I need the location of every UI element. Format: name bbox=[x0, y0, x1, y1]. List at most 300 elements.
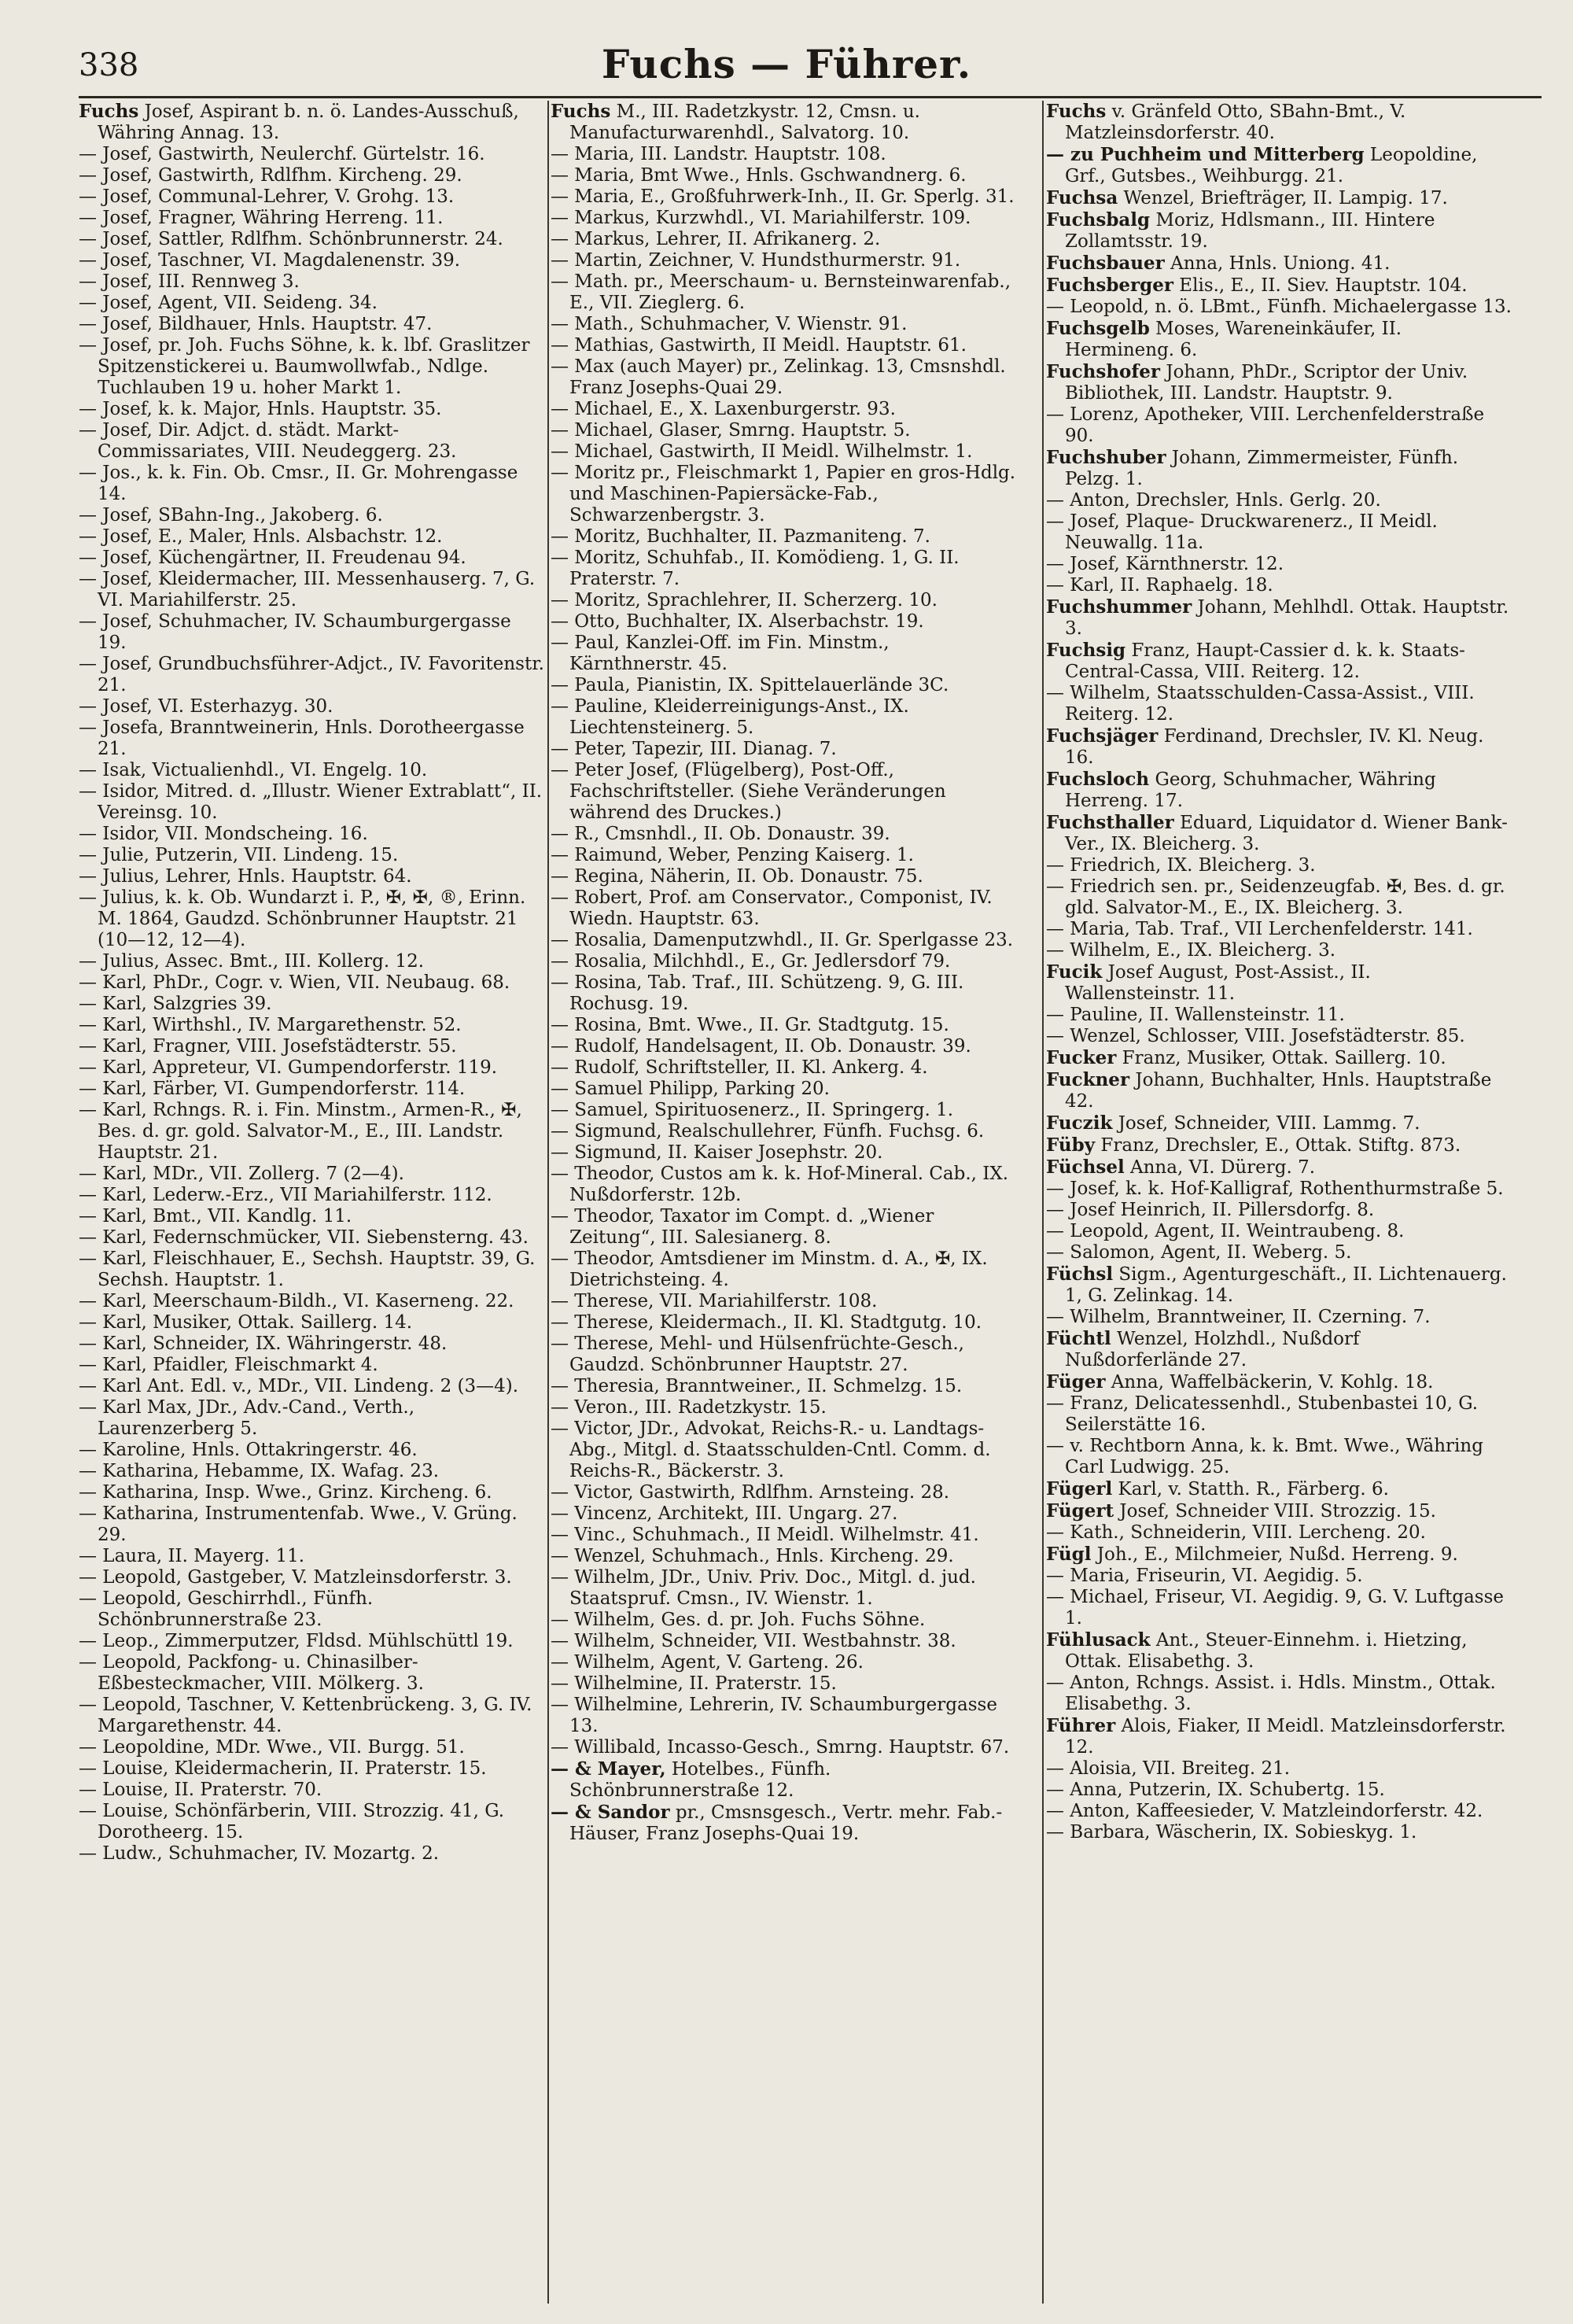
entry-text: — Regina, Näherin, II. Ob. Donaustr. 75. bbox=[551, 866, 923, 887]
directory-entry bbox=[1046, 1005, 1512, 1026]
directory-entry bbox=[1046, 1715, 1512, 1758]
entry-headword: Fuchs bbox=[551, 101, 611, 122]
column-1 bbox=[79, 101, 544, 2304]
entry-text: — Louise, Kleidermacherin, II. Praterstr. 15. bbox=[79, 1758, 487, 1779]
directory-entry bbox=[551, 760, 1016, 824]
directory-entry bbox=[1046, 404, 1512, 447]
entry-text: — Josef, VI. Esterhazyg. 30. bbox=[79, 696, 333, 717]
entry-text: — Vinc., Schuhmach., II Meidl. Wilhelmstr. 41. bbox=[551, 1525, 979, 1545]
entry-text: — Robert, Prof. am Conservator., Componist, IV. Wiedn. Hauptstr. 63. bbox=[551, 887, 993, 929]
entry-text: — Therese, Kleidermach., II. Kl. Stadtgutg. 10. bbox=[551, 1312, 982, 1333]
directory-entry bbox=[551, 824, 1016, 845]
entry-text: Johann, Buchhalter, Hnls. Hauptstraße 42. bbox=[1065, 1070, 1492, 1112]
entry-text: Leopoldine, Grf., Gutsbes., Weihburgg. 21. bbox=[1065, 145, 1478, 186]
entry-headword: Fügl bbox=[1046, 1544, 1092, 1565]
entry-headword: Füchsl bbox=[1046, 1263, 1114, 1285]
entry-text: — Julie, Putzerin, VII. Lindeng. 15. bbox=[79, 845, 399, 865]
entry-text: — Josef, Agent, VII. Seideng. 34. bbox=[79, 293, 378, 313]
directory-entry bbox=[1046, 361, 1512, 404]
entry-text: — Pauline, II. Wallensteinstr. 11. bbox=[1046, 1005, 1345, 1025]
directory-entry bbox=[79, 420, 544, 463]
directory-entry bbox=[79, 399, 544, 420]
entry-text: — Michael, Friseur, VI. Aegidig. 9, G. V. Luftgasse 1. bbox=[1046, 1587, 1505, 1629]
entry-text: — Raimund, Weber, Penzing Kaiserg. 1. bbox=[551, 845, 914, 865]
entry-text: — Ludw., Schuhmacher, IV. Mozartg. 2. bbox=[79, 1843, 440, 1864]
directory-entry bbox=[1046, 961, 1512, 1005]
entry-text: — Karl, II. Raphaelg. 18. bbox=[1046, 575, 1273, 596]
directory-entry bbox=[551, 1291, 1016, 1312]
entry-text: pr., Cmsnsgesch., Vertr. mehr. Fab.-Häuser, Franz Josephs-Quai 19. bbox=[569, 1802, 1003, 1844]
entry-headword: Fuchshummer bbox=[1046, 596, 1192, 618]
directory-entry bbox=[79, 654, 544, 696]
entry-text: — Josef Heinrich, II. Pillersdorfg. 8. bbox=[1046, 1200, 1375, 1220]
entry-text: — Karl, Musiker, Ottak. Saillerg. 14. bbox=[79, 1312, 413, 1333]
entry-subheading: — zu Puchheim und Mitterberg bbox=[1046, 144, 1365, 165]
entry-text: — Karl, Appreteur, VI. Gumpendorferstr. 119. bbox=[79, 1057, 498, 1078]
entry-text: — Vincenz, Architekt, III. Ungarg. 27. bbox=[551, 1503, 898, 1524]
directory-entry bbox=[1046, 1629, 1512, 1673]
entry-headword: Füchsel bbox=[1046, 1156, 1125, 1178]
directory-entry bbox=[551, 420, 1016, 441]
directory-entry bbox=[551, 1100, 1016, 1121]
directory-entry bbox=[551, 887, 1016, 930]
directory-entry bbox=[1046, 1436, 1512, 1478]
directory-entry bbox=[1046, 1393, 1512, 1436]
directory-entry bbox=[79, 1567, 544, 1588]
directory-entry bbox=[551, 1610, 1016, 1631]
directory-entry bbox=[551, 1015, 1016, 1036]
directory-entry bbox=[1046, 554, 1512, 575]
entry-text: — Isidor, VII. Mondscheing. 16. bbox=[79, 824, 368, 844]
directory-entry bbox=[551, 845, 1016, 866]
directory-entry bbox=[551, 1503, 1016, 1525]
directory-entry bbox=[1046, 318, 1512, 361]
directory-entry bbox=[79, 505, 544, 526]
directory-entry bbox=[79, 994, 544, 1015]
entry-text: — Theodor, Amtsdiener im Minstm. d. A., ✠, IX. Dietrichsteing. 4. bbox=[551, 1249, 988, 1290]
directory-entry bbox=[1046, 1328, 1512, 1371]
directory-entry bbox=[551, 441, 1016, 463]
entry-text: — Josef, SBahn-Ing., Jakoberg. 6. bbox=[79, 505, 383, 526]
directory-entry bbox=[1046, 1242, 1512, 1263]
entry-text: Franz, Musiker, Ottak. Saillerg. 10. bbox=[1116, 1048, 1446, 1068]
entry-text: — Peter Josef, (Flügelberg), Post-Off., Fachschriftsteller. (Siehe Veränderungen während des Druckes.) bbox=[551, 760, 946, 823]
directory-entry bbox=[79, 611, 544, 654]
entry-text: — Moritz, Sprachlehrer, II. Scherzerg. 10. bbox=[551, 590, 938, 611]
entry-text: — Rudolf, Handelsagent, II. Ob. Donaustr. 39. bbox=[551, 1036, 971, 1057]
entry-text: — Josefa, Branntweinerin, Hnls. Dorotheergasse 21. bbox=[79, 717, 525, 759]
entry-text: — Leopold, Agent, II. Weintraubeng. 8. bbox=[1046, 1221, 1405, 1241]
entry-text: — Maria, Tab. Traf., VII Lerchenfelderstr. 141. bbox=[1046, 919, 1473, 939]
directory-entry bbox=[79, 1036, 544, 1057]
entry-text: — Josef, Küchengärtner, II. Freudenau 94. bbox=[79, 548, 466, 568]
entry-text: — Franz, Delicatessenhdl., Stubenbastei 10, G. Seilerstätte 16. bbox=[1046, 1393, 1479, 1435]
directory-entry bbox=[1046, 1822, 1512, 1843]
entry-text: Hotelbes., Fünfh. Schönbrunnerstraße 12. bbox=[569, 1759, 831, 1801]
directory-entry bbox=[551, 548, 1016, 590]
entry-text: — Rudolf, Schriftsteller, II. Kl. Ankerg. 4. bbox=[551, 1057, 928, 1078]
entry-text: — Julius, k. k. Ob. Wundarzt i. P., ✠, ✠, ®, Erinn. M. 1864, Gaudzd. Schönbrunner Hauptstr. 21 (10—12, 12—4). bbox=[79, 887, 526, 950]
entry-text: — Josef, Dir. Adjct. d. städt. Markt-Commissariates, VIII. Neudeggerg. 23. bbox=[79, 420, 457, 462]
entry-text: — Louise, II. Praterstr. 70. bbox=[79, 1780, 322, 1800]
directory-entry bbox=[1046, 1522, 1512, 1544]
entry-text: Anna, Hnls. Uniong. 41. bbox=[1164, 253, 1391, 274]
directory-entry bbox=[79, 824, 544, 845]
directory-entry bbox=[79, 951, 544, 972]
entry-text: — Wenzel, Schuhmach., Hnls. Kircheng. 29. bbox=[551, 1546, 954, 1566]
directory-entry bbox=[1046, 187, 1512, 209]
entry-text: — Josef, k. k. Hof-Kalligraf, Rothenthurmstraße 5. bbox=[1046, 1179, 1504, 1199]
entry-text: — Moritz pr., Fleischmarkt 1, Papier en gros-Hdlg. und Maschinen-Papiersäcke-Fab., Schwarzenbergstr. 3. bbox=[551, 463, 1016, 526]
entry-text: Karl, v. Statth. R., Färberg. 6. bbox=[1112, 1479, 1389, 1500]
entry-text: — Josef, Gastwirth, Neulerchf. Gürtelstr. 16. bbox=[79, 144, 485, 164]
entry-text: — Max (auch Mayer) pr., Zelinkag. 13, Cmsnshdl. Franz Josephs-Quai 29. bbox=[551, 356, 1006, 398]
entry-text: — Isak, Victualienhdl., VI. Engelg. 10. bbox=[79, 760, 428, 780]
entry-text: — Karl, PhDr., Cogr. v. Wien, VII. Neubaug. 68. bbox=[79, 972, 510, 993]
entry-headword: Fügerl bbox=[1046, 1478, 1113, 1500]
directory-entry bbox=[79, 1440, 544, 1461]
directory-entry bbox=[79, 144, 544, 165]
directory-entry bbox=[551, 229, 1016, 250]
directory-entry bbox=[79, 1588, 544, 1631]
directory-entry bbox=[551, 1079, 1016, 1100]
entry-text: — Sigmund, Realschullehrer, Fünfh. Fuchsg. 6. bbox=[551, 1121, 985, 1142]
entry-text: Elis., E., II. Siev. Hauptstr. 104. bbox=[1173, 275, 1468, 296]
directory-entry bbox=[551, 1164, 1016, 1206]
directory-entry bbox=[551, 1206, 1016, 1249]
running-head: Fuchs — Führer. bbox=[601, 41, 972, 87]
directory-entry bbox=[79, 165, 544, 186]
entry-text: — Moritz, Buchhalter, II. Pazmaniteng. 7. bbox=[551, 526, 930, 547]
entry-headword: Fuchsa bbox=[1046, 187, 1118, 208]
directory-entry bbox=[551, 696, 1016, 739]
column-divider bbox=[547, 101, 549, 2304]
entry-text: — Anna, Putzerin, IX. Schubertg. 15. bbox=[1046, 1780, 1385, 1800]
directory-entry bbox=[79, 760, 544, 781]
entry-text: — Katharina, Instrumentenfab. Wwe., V. Grüng. 29. bbox=[79, 1503, 518, 1545]
directory-entry bbox=[1046, 1371, 1512, 1393]
directory-entry bbox=[551, 463, 1016, 526]
entry-text: — Math. pr., Meerschaum- u. Bernsteinwarenfab., E., VII. Zieglerg. 6. bbox=[551, 271, 1011, 313]
entry-text: Josef August, Post-Assist., II. Wallensteinstr. 11. bbox=[1065, 962, 1371, 1004]
directory-entry bbox=[551, 1418, 1016, 1482]
entry-headword: Fuchsloch bbox=[1046, 769, 1150, 790]
entry-text: — Karl, Wirthshl., IV. Margarethenstr. 52. bbox=[79, 1015, 462, 1035]
entry-text: Wenzel, Holzhdl., Nußdorf Nußdorferlände 27. bbox=[1065, 1329, 1360, 1370]
directory-entry bbox=[79, 1079, 544, 1100]
directory-entry bbox=[79, 1334, 544, 1355]
directory-entry bbox=[551, 1482, 1016, 1503]
directory-entry bbox=[79, 1695, 544, 1737]
entry-text: — Josef, Kärnthnerstr. 12. bbox=[1046, 554, 1284, 574]
directory-entry bbox=[79, 1185, 544, 1206]
entry-text: — Veron., III. Radetzkystr. 15. bbox=[551, 1397, 827, 1418]
directory-entry bbox=[551, 250, 1016, 271]
entry-text: — Josef, pr. Joh. Fuchs Söhne, k. k. lbf. Graslitzer Spitzenstickerei u. Baumwollwfab., Ndlge. Tuchlauben 19 u. hoher Markt 1. bbox=[79, 335, 530, 398]
entry-text: — Markus, Kurzwhdl., VI. Mariahilferstr. 109. bbox=[551, 208, 971, 228]
entry-text: — Karl, Lederw.-Erz., VII Mariahilferstr. 112. bbox=[79, 1185, 492, 1205]
entry-text: — Moritz, Schuhfab., II. Komödieng. 1, G. II. Praterstr. 7. bbox=[551, 548, 960, 589]
directory-entry bbox=[79, 1206, 544, 1227]
entry-text: — Josef, Kleidermacher, III. Messenhauserg. 7, G. VI. Mariahilferstr. 25. bbox=[79, 569, 536, 611]
directory-entry bbox=[551, 1397, 1016, 1418]
directory-entry bbox=[1046, 1780, 1512, 1801]
entry-text: — Josef, Sattler, Rdlfhm. Schönbrunnerstr. 24. bbox=[79, 229, 503, 249]
entry-text: — Maria, III. Landstr. Hauptstr. 108. bbox=[551, 144, 886, 164]
entry-text: — Willibald, Incasso-Gesch., Smrng. Hauptstr. 67. bbox=[551, 1737, 1010, 1758]
directory-entry bbox=[79, 1015, 544, 1036]
directory-entry bbox=[79, 845, 544, 866]
entry-headword: Fühlusack bbox=[1046, 1629, 1151, 1651]
directory-entry bbox=[551, 1036, 1016, 1057]
entry-text: — Josef, III. Rennweg 3. bbox=[79, 271, 300, 292]
directory-entry bbox=[79, 1227, 544, 1249]
entry-text: — Michael, Glaser, Smrng. Hauptstr. 5. bbox=[551, 420, 911, 441]
directory-entry bbox=[1046, 1544, 1512, 1566]
directory-entry bbox=[551, 1652, 1016, 1673]
directory-entry bbox=[79, 1737, 544, 1758]
entry-text: — Karoline, Hnls. Ottakringerstr. 46. bbox=[79, 1440, 418, 1460]
entry-text: — Josef, Gastwirth, Rdlfhm. Kircheng. 29. bbox=[79, 165, 462, 186]
entry-text: — Wilhelmine, II. Praterstr. 15. bbox=[551, 1673, 837, 1694]
directory-entry bbox=[551, 1673, 1016, 1695]
entry-text: — Math., Schuhmacher, V. Wienstr. 91. bbox=[551, 314, 908, 334]
entry-headword: Fuchsgelb bbox=[1046, 318, 1150, 339]
directory-entry bbox=[551, 1631, 1016, 1652]
directory-entry bbox=[79, 696, 544, 717]
entry-headword: Fuchsjäger bbox=[1046, 725, 1159, 747]
directory-entry bbox=[551, 1737, 1016, 1758]
page-number: 338 bbox=[79, 47, 139, 83]
directory-entry bbox=[1046, 1221, 1512, 1242]
entry-text: Eduard, Liquidator d. Wiener Bank-Ver., IX. Bleicherg. 3. bbox=[1065, 813, 1508, 854]
directory-entry bbox=[551, 526, 1016, 548]
entry-headword: Füger bbox=[1046, 1371, 1106, 1393]
entry-text: Josef, Schneider, VIII. Lammg. 7. bbox=[1112, 1113, 1420, 1134]
directory-entry bbox=[79, 972, 544, 994]
entry-text: — Wilhelm, Schneider, VII. Westbahnstr. 38. bbox=[551, 1631, 956, 1651]
entry-text: — Karl, Meerschaum-Bildh., VI. Kaserneng. 22. bbox=[79, 1291, 514, 1311]
entry-text: Ant., Steuer-Einnehm. i. Hietzing, Ottak. Elisabethg. 3. bbox=[1065, 1630, 1468, 1672]
directory-entry bbox=[551, 1695, 1016, 1737]
directory-entry bbox=[1046, 1307, 1512, 1328]
directory-entry bbox=[79, 1164, 544, 1185]
directory-entry bbox=[1046, 1263, 1512, 1307]
entry-text: — Martin, Zeichner, V. Hundsthurmerstr. 91. bbox=[551, 250, 961, 271]
entry-text: — Rosina, Bmt. Wwe., II. Gr. Stadtgutg. 15. bbox=[551, 1015, 949, 1035]
entry-headword: Fucik bbox=[1046, 961, 1103, 983]
directory-entry bbox=[1046, 144, 1512, 187]
entry-headword: Führer bbox=[1046, 1715, 1116, 1736]
entry-subheading: — & Sandor bbox=[551, 1802, 670, 1823]
directory-entry bbox=[1046, 1156, 1512, 1179]
entry-text: — Isidor, Mitred. d. „Illustr. Wiener Extrablatt“, II. Vereinsg. 10. bbox=[79, 781, 543, 823]
directory-entry bbox=[1046, 101, 1512, 144]
entry-text: Joh., E., Milchmeier, Nußd. Herreng. 9. bbox=[1091, 1544, 1458, 1565]
directory-entry bbox=[1046, 1566, 1512, 1587]
directory-entry bbox=[1046, 1134, 1512, 1156]
entry-text: — Karl, Bmt., VII. Kandlg. 11. bbox=[79, 1206, 352, 1227]
column-2 bbox=[551, 101, 1016, 2304]
entry-text: — Anton, Kaffeesieder, V. Matzleindorferstr. 42. bbox=[1046, 1801, 1483, 1821]
entry-text: Wenzel, Briefträger, II. Lampig. 17. bbox=[1118, 188, 1448, 208]
directory-entry bbox=[1046, 575, 1512, 596]
column-3 bbox=[1046, 101, 1512, 2304]
entry-text: — Maria, Bmt Wwe., Hnls. Gschwandnerg. 6. bbox=[551, 165, 967, 186]
entry-text: — Pauline, Kleiderreinigungs-Anst., IX. Liechtensteinerg. 5. bbox=[551, 696, 909, 738]
directory-entry bbox=[1046, 1047, 1512, 1069]
directory-entry bbox=[551, 335, 1016, 356]
directory-entry bbox=[551, 314, 1016, 335]
directory-entry bbox=[79, 186, 544, 208]
directory-entry bbox=[79, 526, 544, 548]
entry-text: — Theresia, Branntweiner., II. Schmelzg. 15. bbox=[551, 1376, 963, 1396]
entry-text: — Theodor, Taxator im Compt. d. „Wiener Zeitung“, III. Salesianerg. 8. bbox=[551, 1206, 934, 1248]
entry-text: — Maria, E., Großfuhrwerk-Inh., II. Gr. Sperlg. 31. bbox=[551, 186, 1015, 207]
directory-entry bbox=[1046, 275, 1512, 297]
entry-headword: Fuchsthaller bbox=[1046, 812, 1174, 833]
entry-text: — Samuel, Spirituosenerz., II. Springerg. 1. bbox=[551, 1100, 954, 1120]
entry-text: — Karl, Fragner, VIII. Josefstädterstr. 55. bbox=[79, 1036, 457, 1057]
header-rule bbox=[79, 96, 1542, 98]
entry-text: — Louise, Schönfärberin, VIII. Strozzig. 41, G. Dorotheerg. 15. bbox=[79, 1801, 505, 1843]
entry-headword: Fuchshofer bbox=[1046, 361, 1161, 382]
entry-text: — Karl, Färber, VI. Gumpendorferstr. 114. bbox=[79, 1079, 466, 1099]
entry-text: — Victor, Gastwirth, Rdlfhm. Arnsteing. 28. bbox=[551, 1482, 950, 1503]
entry-text: — Leopold, Packfong- u. Chinasilber-Eßbesteckmacher, VIII. Mölkerg. 3. bbox=[79, 1652, 424, 1694]
entry-headword: Fuchs bbox=[79, 101, 139, 122]
entry-text: v. Gränfeld Otto, SBahn-Bmt., V. Matzleinsdorferstr. 40. bbox=[1065, 101, 1406, 143]
directory-entry bbox=[1046, 769, 1512, 812]
entry-text: — Karl, Rchngs. R. i. Fin. Minstm., Armen-R., ✠, Bes. d. gr. gold. Salvator-M., E., III. Landstr. Hauptstr. 21. bbox=[79, 1100, 522, 1163]
directory-entry bbox=[79, 1100, 544, 1164]
entry-headword: Fuchsbalg bbox=[1046, 209, 1151, 231]
entry-text: — Markus, Lehrer, II. Afrikanerg. 2. bbox=[551, 229, 881, 249]
directory-entry bbox=[79, 1652, 544, 1695]
directory-entry bbox=[551, 930, 1016, 951]
directory-entry bbox=[551, 1312, 1016, 1334]
entry-headword: Fuchshuber bbox=[1046, 447, 1166, 468]
directory-entry bbox=[79, 1631, 544, 1652]
directory-entry bbox=[1046, 1112, 1512, 1134]
entry-text: — Therese, Mehl- und Hülsenfrüchte-Gesch., Gaudzd. Schönbrunner Hauptstr. 27. bbox=[551, 1334, 964, 1375]
directory-entry bbox=[79, 887, 544, 951]
entry-text: — Anton, Drechsler, Hnls. Gerlg. 20. bbox=[1046, 490, 1381, 511]
directory-entry bbox=[1046, 1801, 1512, 1822]
entry-text: — Salomon, Agent, II. Weberg. 5. bbox=[1046, 1242, 1352, 1263]
entry-text: — Paula, Pianistin, IX. Spittelauerlände 3C. bbox=[551, 675, 949, 695]
entry-text: — Karl, Pfaidler, Fleischmarkt 4. bbox=[79, 1355, 378, 1375]
entry-text: — Josef, Communal-Lehrer, V. Grohg. 13. bbox=[79, 186, 455, 207]
directory-entry bbox=[79, 569, 544, 611]
entry-text: — Aloisia, VII. Breiteg. 21. bbox=[1046, 1758, 1291, 1779]
directory-entry bbox=[551, 739, 1016, 760]
entry-text: — Karl, Salzgries 39. bbox=[79, 994, 272, 1014]
entry-text: — Barbara, Wäscherin, IX. Sobieskyg. 1. bbox=[1046, 1822, 1417, 1843]
entry-text: — Rosalia, Damenputzwhdl., II. Gr. Sperlgasse 23. bbox=[551, 930, 1014, 950]
entry-text: — Julius, Lehrer, Hnls. Hauptstr. 64. bbox=[79, 866, 412, 887]
directory-entry bbox=[79, 101, 544, 144]
directory-entry bbox=[551, 271, 1016, 314]
entry-headword: Füchtl bbox=[1046, 1328, 1111, 1349]
directory-entry bbox=[1046, 1587, 1512, 1629]
entry-text: — Rosina, Tab. Traf., III. Schützeng. 9, G. III. Rochusg. 19. bbox=[551, 972, 964, 1014]
entry-headword: Fügert bbox=[1046, 1500, 1114, 1522]
entry-text: — Josef, k. k. Major, Hnls. Hauptstr. 35. bbox=[79, 399, 442, 419]
directory-entry bbox=[1046, 683, 1512, 725]
entry-headword: Fuchs bbox=[1046, 101, 1107, 122]
directory-entry bbox=[551, 590, 1016, 611]
entry-text: — Wilhelmine, Lehrerin, IV. Schaumburgergasse 13. bbox=[551, 1695, 997, 1736]
directory-entry bbox=[79, 1780, 544, 1801]
entry-text: — Wilhelm, Agent, V. Garteng. 26. bbox=[551, 1652, 864, 1673]
directory-entry bbox=[79, 866, 544, 887]
entry-text: Georg, Schuhmacher, Währing Herreng. 17. bbox=[1065, 769, 1436, 811]
entry-text: — Mathias, Gastwirth, II Meidl. Hauptstr. 61. bbox=[551, 335, 967, 356]
directory-entry bbox=[1046, 253, 1512, 275]
entry-text: Anna, VI. Dürerg. 7. bbox=[1124, 1157, 1316, 1178]
directory-entry bbox=[1046, 919, 1512, 940]
directory-entry bbox=[551, 101, 1016, 144]
entry-text: — Samuel Philipp, Parking 20. bbox=[551, 1079, 830, 1099]
entry-text: — Friedrich, IX. Bleicherg. 3. bbox=[1046, 855, 1316, 876]
entry-text: — Karl Ant. Edl. v., MDr., VII. Lindeng. 2 (3—4). bbox=[79, 1376, 519, 1396]
entry-text: — Peter, Tapezir, III. Dianag. 7. bbox=[551, 739, 837, 759]
entry-headword: Fuckner bbox=[1046, 1069, 1130, 1090]
directory-entry bbox=[79, 1057, 544, 1079]
directory-entry bbox=[551, 972, 1016, 1015]
entry-text: — Karl, MDr., VII. Zollerg. 7 (2—4). bbox=[79, 1164, 404, 1184]
directory-entry bbox=[1046, 940, 1512, 961]
directory-entry bbox=[1046, 1200, 1512, 1221]
directory-entry bbox=[551, 1057, 1016, 1079]
directory-entry bbox=[1046, 1478, 1512, 1500]
directory-entry bbox=[551, 208, 1016, 229]
entry-text: — Wilhelm, Ges. d. pr. Joh. Fuchs Söhne. bbox=[551, 1610, 926, 1630]
entry-text: — Josef, Schuhmacher, IV. Schaumburgergasse 19. bbox=[79, 611, 511, 653]
directory-entry bbox=[1046, 447, 1512, 490]
column-divider bbox=[1042, 101, 1044, 2304]
directory-entry bbox=[551, 165, 1016, 186]
entry-text: — Wilhelm, Branntweiner, II. Czerning. 7. bbox=[1046, 1307, 1431, 1327]
directory-entry bbox=[551, 1376, 1016, 1397]
entry-text: — Wenzel, Schlosser, VIII. Josefstädterstr. 85. bbox=[1046, 1026, 1465, 1046]
entry-headword: Fuchsig bbox=[1046, 640, 1126, 661]
entry-text: — Theodor, Custos am k. k. Hof-Mineral. Cab., IX. Nußdorferstr. 12b. bbox=[551, 1164, 1009, 1205]
directory-entry bbox=[1046, 855, 1512, 876]
directory-entry bbox=[1046, 1500, 1512, 1522]
entry-text: — Josef, Bildhauer, Hnls. Hauptstr. 47. bbox=[79, 314, 433, 334]
directory-entry bbox=[551, 611, 1016, 633]
entry-text: — Karl Max, JDr., Adv.-Cand., Verth., Laurenzerberg 5. bbox=[79, 1397, 415, 1439]
entry-headword: Fuchsbauer bbox=[1046, 253, 1165, 274]
entry-headword: Füby bbox=[1046, 1134, 1096, 1156]
directory-entry bbox=[551, 951, 1016, 972]
directory-entry bbox=[79, 1482, 544, 1503]
directory-entry bbox=[1046, 876, 1512, 919]
entry-text: Ferdinand, Drechsler, IV. Kl. Neug. 16. bbox=[1065, 726, 1484, 768]
directory-entry bbox=[79, 1546, 544, 1567]
entry-text: Johann, Zimmermeister, Fünfh. Pelzg. 1. bbox=[1065, 448, 1459, 489]
directory-entry bbox=[79, 1758, 544, 1780]
entry-text: — Josef, Plaque- Druckwarenerz., II Meidl. Neuwallg. 11a. bbox=[1046, 511, 1438, 553]
directory-entry bbox=[551, 144, 1016, 165]
directory-entry bbox=[551, 1121, 1016, 1142]
directory-entry bbox=[1046, 1673, 1512, 1715]
entry-text: Josef, Aspirant b. n. ö. Landes-Ausschuß, Währing Annag. 13. bbox=[98, 101, 519, 143]
entry-text: — Therese, VII. Mariahilferstr. 108. bbox=[551, 1291, 878, 1311]
directory-entry bbox=[551, 866, 1016, 887]
